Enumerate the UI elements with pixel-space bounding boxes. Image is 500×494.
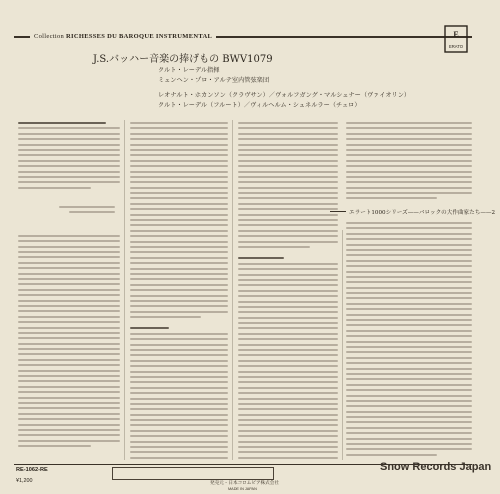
catalog-number: RE-1062-RE: [16, 467, 48, 473]
publisher: 発売元・日本コロムビア株式会社: [210, 480, 279, 485]
performers-line-1: レオナルト・ホカンソン（クラヴサン）／ヴォルフガング・マルシュナー（ヴァイオリン）: [158, 92, 411, 99]
album-title: J.S.バッハー音楽の捧げもの BWV1079: [93, 54, 273, 65]
column-divider: [124, 120, 125, 460]
text-column-4-top: [346, 122, 472, 202]
conductor: クルト・レーデル指揮: [158, 67, 220, 74]
collection-label: Collection RICHESSES DU BAROQUE INSTRUMENTAL: [30, 33, 216, 40]
svg-text:E: E: [453, 30, 459, 39]
orchestra: ミュンヘン・プロ・アルテ室内管弦楽団: [158, 77, 270, 84]
series-label: エラート1000シリーズ——バロックの大作曲家たち——2: [349, 210, 496, 216]
text-column-3: [238, 122, 338, 462]
notice-box: [112, 467, 274, 480]
column-divider: [342, 230, 343, 460]
text-column-2: [130, 122, 228, 462]
price: ¥1,200: [16, 478, 33, 484]
series-marker: [330, 211, 346, 212]
column-divider: [232, 120, 233, 460]
logo-text: ERATO: [448, 44, 464, 49]
erato-logo-icon: [444, 25, 468, 53]
performers-line-2: クルト・レーデル（フルート）／ヴィルヘルム・シュネルラー（チェロ）: [158, 102, 361, 109]
text-column-1: [18, 122, 120, 462]
text-column-4: [346, 222, 472, 460]
made-in-japan: MADE IN JAPAN: [228, 487, 257, 491]
watermark: Snow Records Japan: [380, 461, 492, 473]
